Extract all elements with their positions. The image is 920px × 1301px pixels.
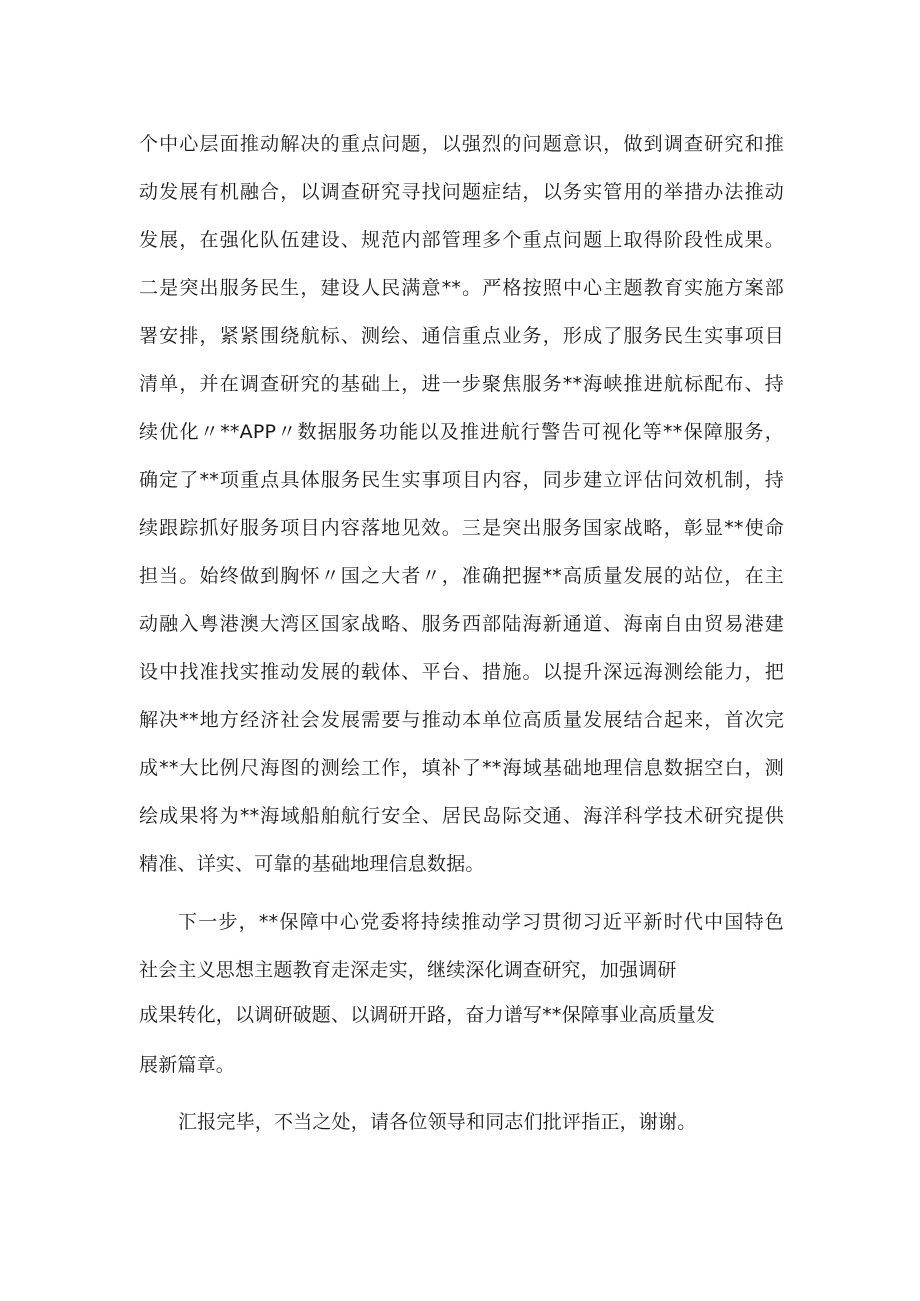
paragraph-line: 署安排，紧紧围绕航标、测绘、通信重点业务，形成了服务民生实事项目	[139, 325, 784, 347]
paragraph-line: 精准、详实、可靠的基础地理信息数据。	[139, 853, 485, 875]
paragraph-line: 解决**地方经济社会发展需要与推动本单位高质量发展结合起来，首次完	[139, 709, 784, 731]
closing-line: 汇报完毕，不当之处，请各位领导和同志们批评指正，谢谢。	[178, 1111, 697, 1133]
paragraph-line: 社会主义思想主题教育走深走实，继续深化调查研究，加强调研	[139, 959, 677, 981]
paragraph-line: 确定了**项重点具体服务民生实事项目内容，同步建立评估问效机制，持	[139, 469, 784, 491]
paragraph-line: 下一步，**保障中心党委将持续推动学习贯彻习近平新时代中国特色	[178, 911, 784, 933]
paragraph-line: 续跟踪抓好服务项目内容落地见效。三是突出服务国家战略，彰显**使命	[139, 517, 784, 539]
paragraph-line: 展新篇章。	[139, 1054, 236, 1076]
paragraph-line: 清单，并在调查研究的基础上，进一步聚焦服务**海峡推进航标配布、持	[139, 373, 784, 395]
paragraph-line: 续优化〃**APP〃数据服务功能以及推进航行警告可视化等**保障服务，	[139, 421, 784, 443]
paragraph-line: 个中心层面推动解决的重点问题，以强烈的问题意识，做到调查研究和推	[139, 133, 784, 155]
paragraph-line: 动发展有机融合，以调查研究寻找问题症结，以务实管用的举措办法推动	[139, 181, 784, 203]
paragraph-line: 动融入粤港澳大湾区国家战略、服务西部陆海新通道、海南自由贸易港建	[139, 613, 784, 635]
paragraph-line: 成**大比例尺海图的测绘工作，填补了**海域基础地理信息数据空白，测	[139, 757, 784, 779]
paragraph-line: 担当。始终做到胸怀〃国之大者〃，准确把握**高质量发展的站位，在主	[139, 565, 784, 587]
paragraph-line: 二是突出服务民生，建设人民满意**。严格按照中心主题教育实施方案部	[139, 277, 784, 299]
paragraph-line: 绘成果将为**海域船舶航行安全、居民岛际交通、海洋科学技术研究提供	[139, 805, 784, 827]
paragraph-line: 发展，在强化队伍建设、规范内部管理多个重点问题上取得阶段性成果。	[139, 229, 784, 251]
paragraph-line: 成果转化，以调研破题、以调研开路，奋力谱写**保障事业高质量发	[139, 1004, 716, 1026]
paragraph-line: 设中找准找实推动发展的载体、平台、措施。以提升深远海测绘能力，把	[139, 661, 784, 683]
